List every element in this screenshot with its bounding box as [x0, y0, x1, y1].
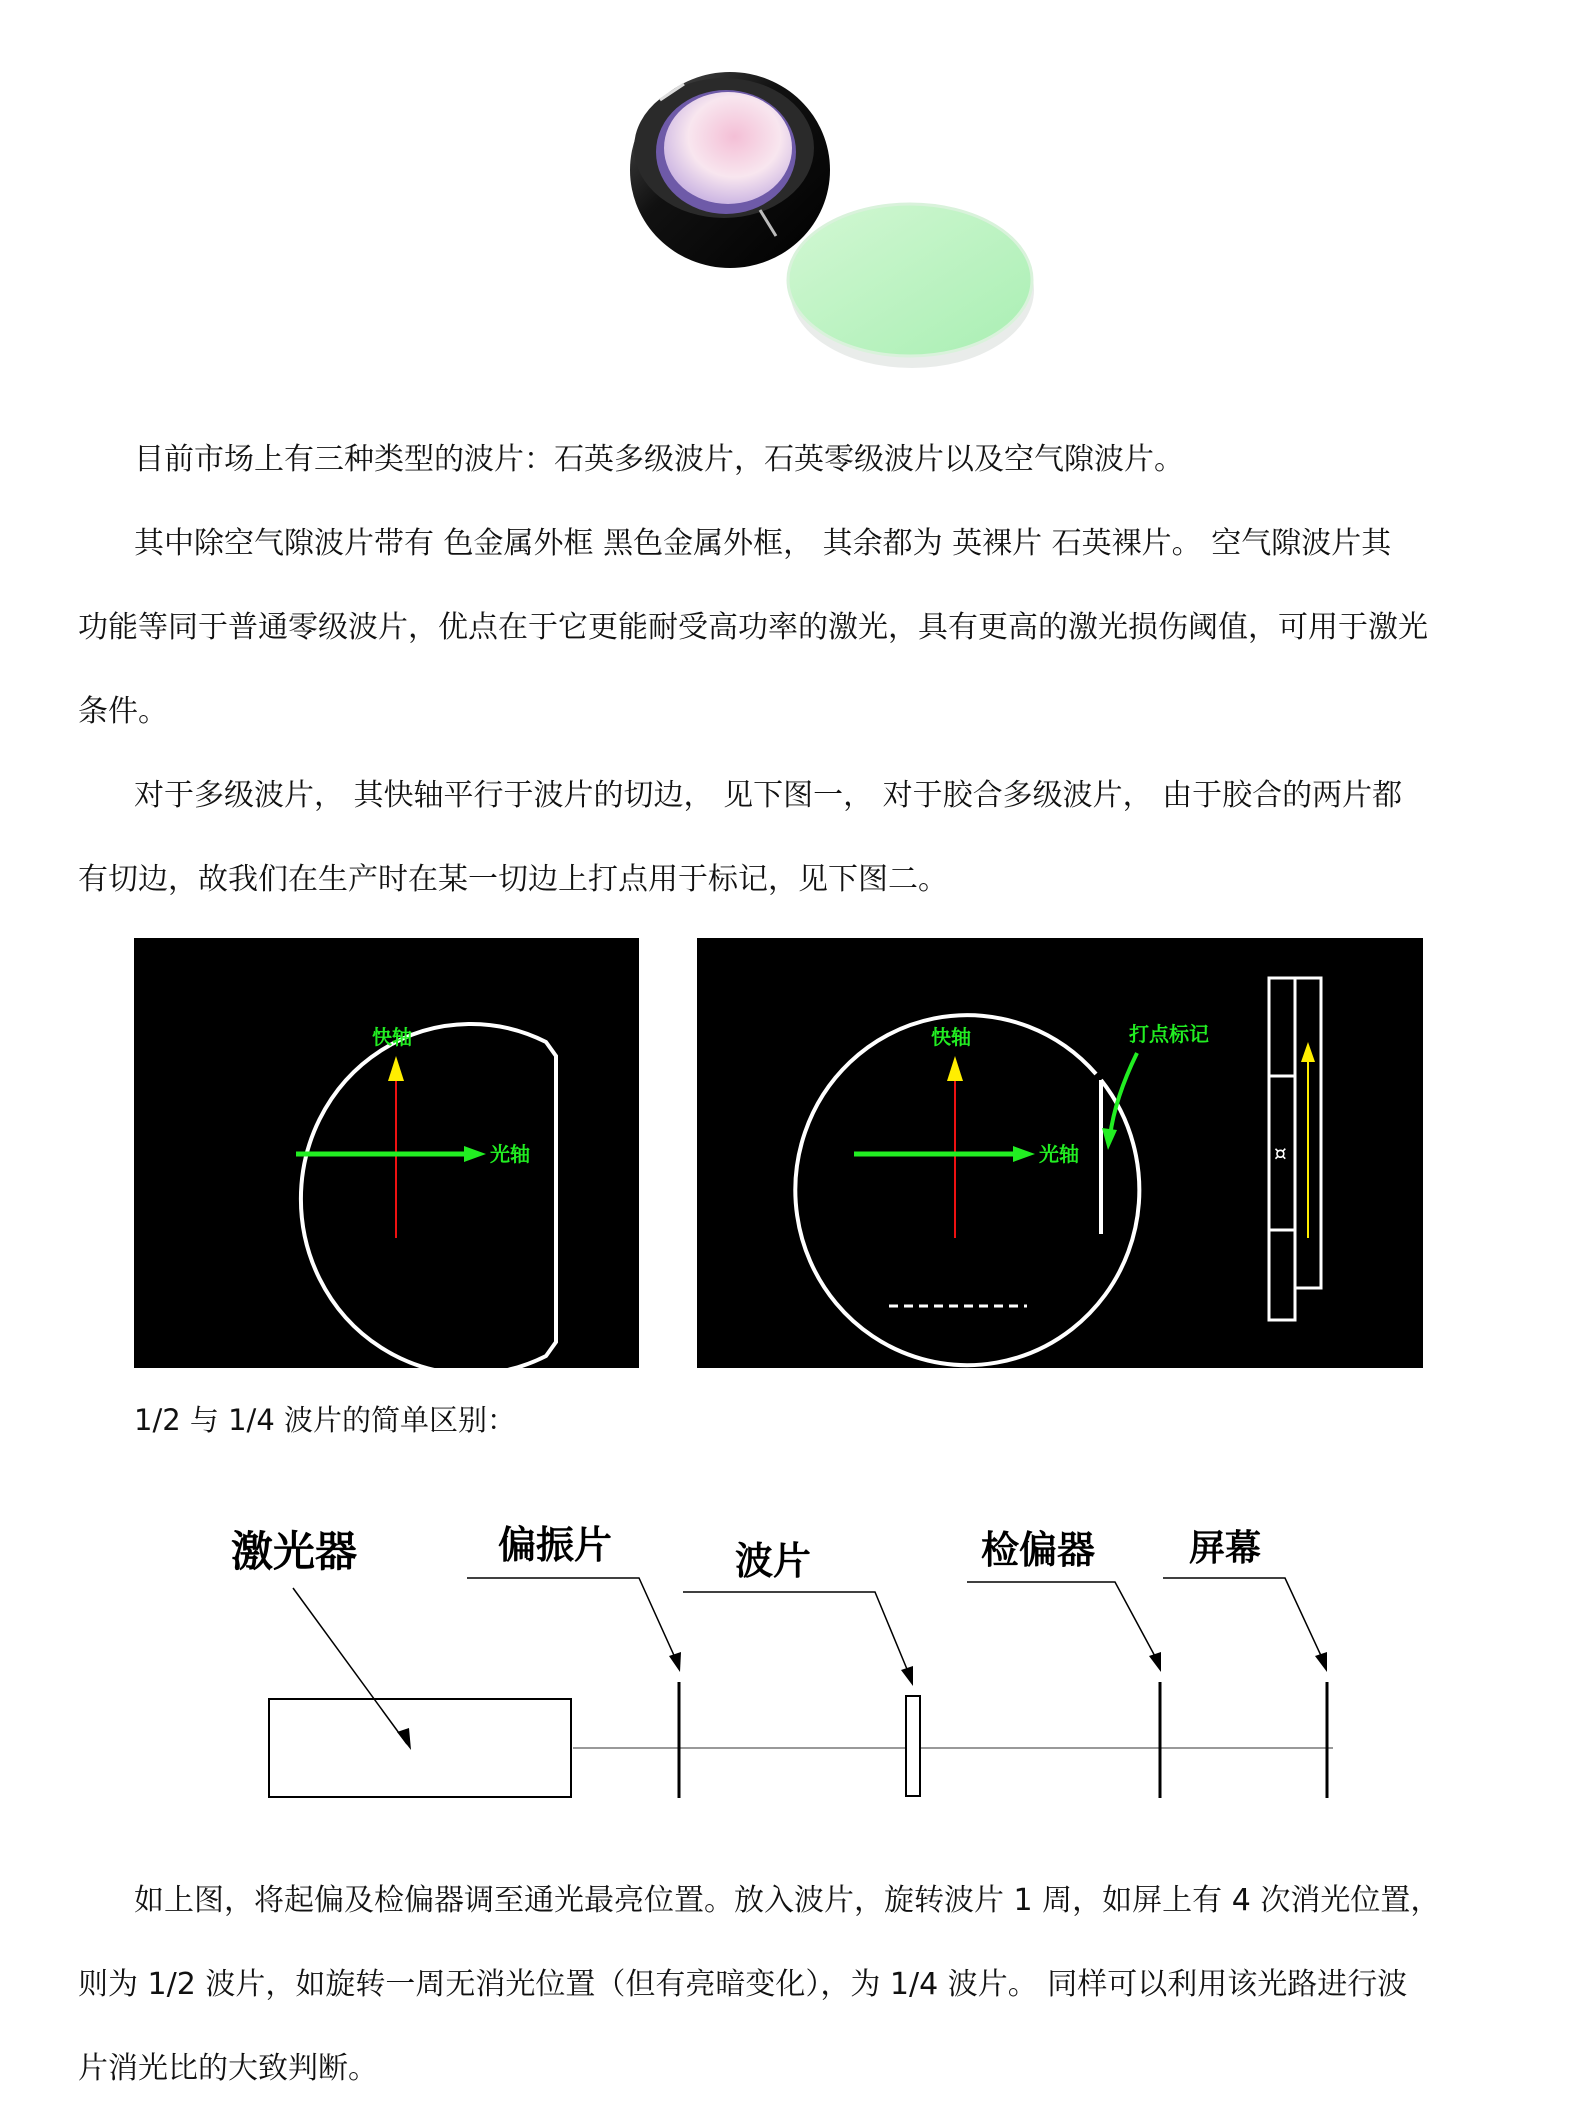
text-line: 有切边，故我们在生产时在某一切边上打点用于标记，见下图二。 [78, 862, 948, 897]
optic-axis-label: 光轴 [1039, 1142, 1079, 1166]
screen-leader-arrowhead [1315, 1652, 1327, 1672]
bare-waveplate-image [788, 204, 1034, 368]
mounted-waveplate-image [630, 72, 830, 268]
waveplate-outline [301, 1024, 556, 1368]
polarizer-leader-line [467, 1578, 677, 1662]
screen-label: 屏幕 [1189, 1528, 1262, 1569]
paragraph-test-method [78, 1859, 1528, 2111]
paragraph-half-quarter-difference [78, 1378, 1528, 1462]
text-line: 1/2 与 1/4 波片的简单区别： [134, 1403, 516, 1437]
paragraph-multiorder-fast-axis [78, 754, 1528, 922]
waveplate-outline [795, 1015, 1139, 1365]
waveplate-label: 波片 [735, 1539, 812, 1583]
figure-1-drawing [134, 938, 639, 1368]
paragraph-waveplate-types [78, 418, 1528, 502]
text-line: 片消光比的大致判断。 [78, 2051, 378, 2086]
laser-label: 激光器 [231, 1527, 358, 1576]
polarizer-leader-arrowhead [669, 1652, 681, 1672]
mark-pointer-line [1110, 1053, 1137, 1136]
fast-axis-arrowhead [388, 1056, 404, 1081]
polarizer-label: 偏振片 [498, 1523, 613, 1567]
text-line: 目前市场上有三种类型的波片：石英多级波片，石英零级波片以及空气隙波片。 [134, 442, 1184, 477]
waveplate-leader-line [683, 1592, 909, 1674]
side-view-mark: ¤ [1274, 1141, 1287, 1165]
figure-2-cemented-waveplate [697, 938, 1423, 1368]
text-line: 如上图，将起偏及检偏器调至通光最亮位置。放入波片，旋转波片 1 周，如屏上有 4 次消光位置， [134, 1883, 1441, 1918]
mark-label: 打点标记 [1129, 1022, 1209, 1046]
text-line: 对于多级波片， 其快轴平行于波片的切边， 见下图一， 对于胶合多级波片， 由于胶合的两片都 [134, 778, 1403, 813]
optic-axis-label: 光轴 [490, 1142, 530, 1166]
analyzer-label: 检偏器 [981, 1528, 1096, 1572]
cemented-plates-side-view [1269, 978, 1321, 1320]
analyzer-leader-line [967, 1582, 1157, 1660]
text-line: 其中除空气隙波片带有 色金属外框 黑色金属外框， 其余都为 英裸片 石英裸片。 空气隙波片其 [134, 526, 1392, 561]
text-line: 则为 1/2 波片，如旋转一周无消光位置（但有亮暗变化），为 1/4 波片。 同样可以利用该光路进行波 [78, 1967, 1408, 2002]
text-line: 条件。 [78, 694, 168, 729]
figure-1-multiorder-waveplate [134, 938, 639, 1368]
fast-axis-label: 快轴 [931, 1025, 971, 1049]
fast-axis-arrowhead [947, 1056, 963, 1081]
paragraph-airgap-waveplate [78, 502, 1528, 754]
optical-setup-diagram [215, 1500, 1355, 1830]
waveplate-plate [906, 1696, 920, 1796]
optic-axis-arrowhead [1013, 1146, 1035, 1162]
fast-axis-label: 快轴 [372, 1025, 412, 1049]
figure-2-drawing [697, 938, 1423, 1368]
waveplate-product-photo [600, 40, 1040, 370]
optic-axis-arrowhead [464, 1146, 486, 1162]
analyzer-leader-arrowhead [1149, 1652, 1161, 1672]
laser-box [269, 1699, 571, 1797]
text-line: 功能等同于普通零级波片，优点在于它更能耐受高功率的激光，具有更高的激光损伤阈值，可用于激光 [78, 610, 1428, 645]
waveplate-leader-arrowhead [901, 1666, 913, 1686]
screen-leader-line [1163, 1578, 1323, 1660]
mark-pointer-arrowhead [1102, 1128, 1117, 1150]
